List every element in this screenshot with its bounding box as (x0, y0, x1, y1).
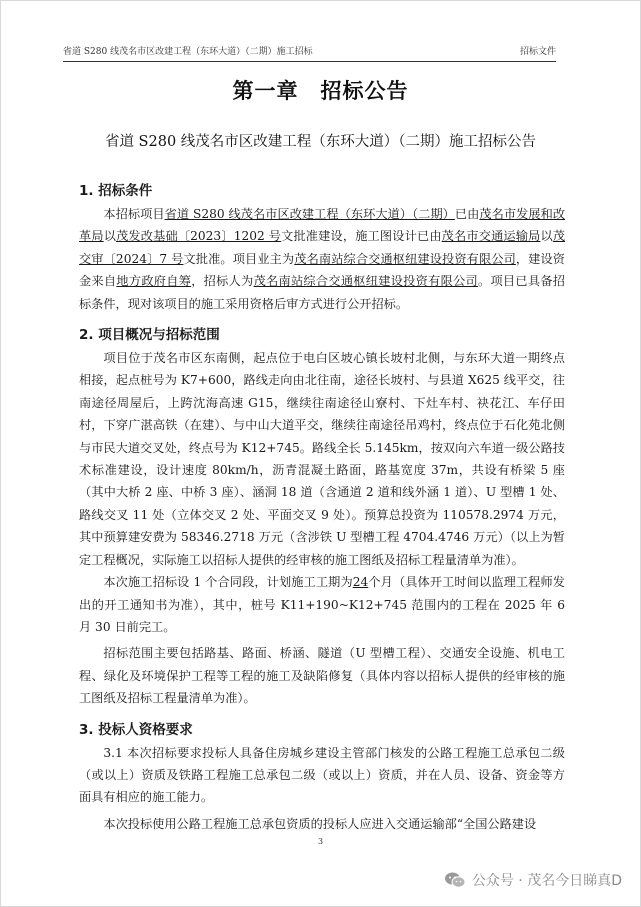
section-heading-project-overview: 2. 项目概况与招标范围 (79, 327, 220, 344)
paragraph-bidding-conditions: 本招标项目省道 S280 线茂名市区改建工程（东环大道）（二期）已由茂名市发展和改革局以茂发改基础〔2023〕1202 号文批准建设，施工图设计已由茂名市交通运输局以茂交审〔2024〕7 号文批准。项目业主为茂名南站综合交通枢纽建设投资有限公司，建设资金来自地方政府自筹，招标人为茂名南站综合交通枢纽建设投资有限公司。项目已具备招标条件，现对该项目的施工采用资格后审方式进行公开招标。 (79, 207, 566, 311)
paragraph-bidding-scope: 招标范围主要包括路基、路面、桥涵、隧道（U 型槽工程）、交通安全设施、机电工程、绿化及环境保护工程等工程的施工及缺陷修复（具体内容以招标人提供的经审核的施工图纸及招标工程量清单为准）。 (79, 646, 565, 706)
announcement-title: 省道 S280 线茂名市区改建工程（东环大道）（二期）施工招标公告 (104, 134, 537, 150)
paragraph-construction-period: 本次施工招标设 1 个合同段，计划施工工期为24个月（具体开工时间以监理工程师发出的开工通知书为准），其中，桩号 K11+190~K12+745 范围内的工程在 2025 年 6 月 30 日前完工。 (79, 575, 565, 634)
page-number: 3 (317, 837, 324, 846)
watermark-text: 公众号 · 茂名今日睇真D (471, 873, 622, 889)
header-doc-type: 招标文件 (519, 47, 556, 57)
chapter-title: 第一章 招标公告 (232, 79, 409, 103)
page-header (63, 45, 556, 62)
wechat-icon (444, 871, 466, 889)
paragraph-qualification-3-1: 3.1 本次招标要求投标人具备住房城乡建设主管部门核发的公路工程施工总承包二级（或以上）资质及铁路工程施工总承包二级（或以上）资质，并在人员、设备、资金等方面具有相应的施工能力。 (79, 745, 565, 805)
section-heading-bidding-conditions: 1. 招标条件 (79, 183, 153, 199)
paragraph-qualification-continued: 本次投标使用公路工程施工总承包资质的投标人应进入交通运输部“全国公路建设 (103, 816, 537, 831)
watermark (444, 867, 622, 893)
paragraph-project-overview: 项目位于茂名市区东南侧，起点位于电白区坡心镇长坡村北侧，与东环大道一期终点相接，起点桩号为 K7+600，路线走向由北往南，途径长坡村、与县道 X625 线平交，往南途径周屋后，上跨沈海高速 G15，继续往南途径山寮村、下灶车村、袂花江、车仔田村，下穿广湛高铁（在建）、与中山大道平交，继续往南途径吊鸡村，终点位于石化苑北侧与市民大道交叉处，终点号为 K12+745。路线全长 5.145km，按双向六车道一级公路技术标准建设，设计速度 80km/h，沥青混凝土路面，路基宽度 37m，共设有桥梁 5 座（其中大桥 2 座、中桥 3 座）、涵洞 18 道（含通道 2 道和线外涵 1 道）、U 型槽 1 处、路线交叉 11 处（立体交叉 2 处、平面交叉 9 处）。预算总投资为 110578.2974 万元，其中预算建安费为 58346.2718 万元（含涉铁 U 型槽工程 4704.4746 万元）（以上为暂定工程概况，实际施工以招标人提供的经审核的施工图纸及招标工程量清单为准）。 (79, 351, 565, 567)
section-heading-bidder-qualification: 3. 投标人资格要求 (79, 721, 193, 738)
document-body (79, 179, 565, 835)
header-project-title: 省道 S280 线茂名市区改建工程（东环大道）（二期）施工招标 (63, 47, 313, 57)
